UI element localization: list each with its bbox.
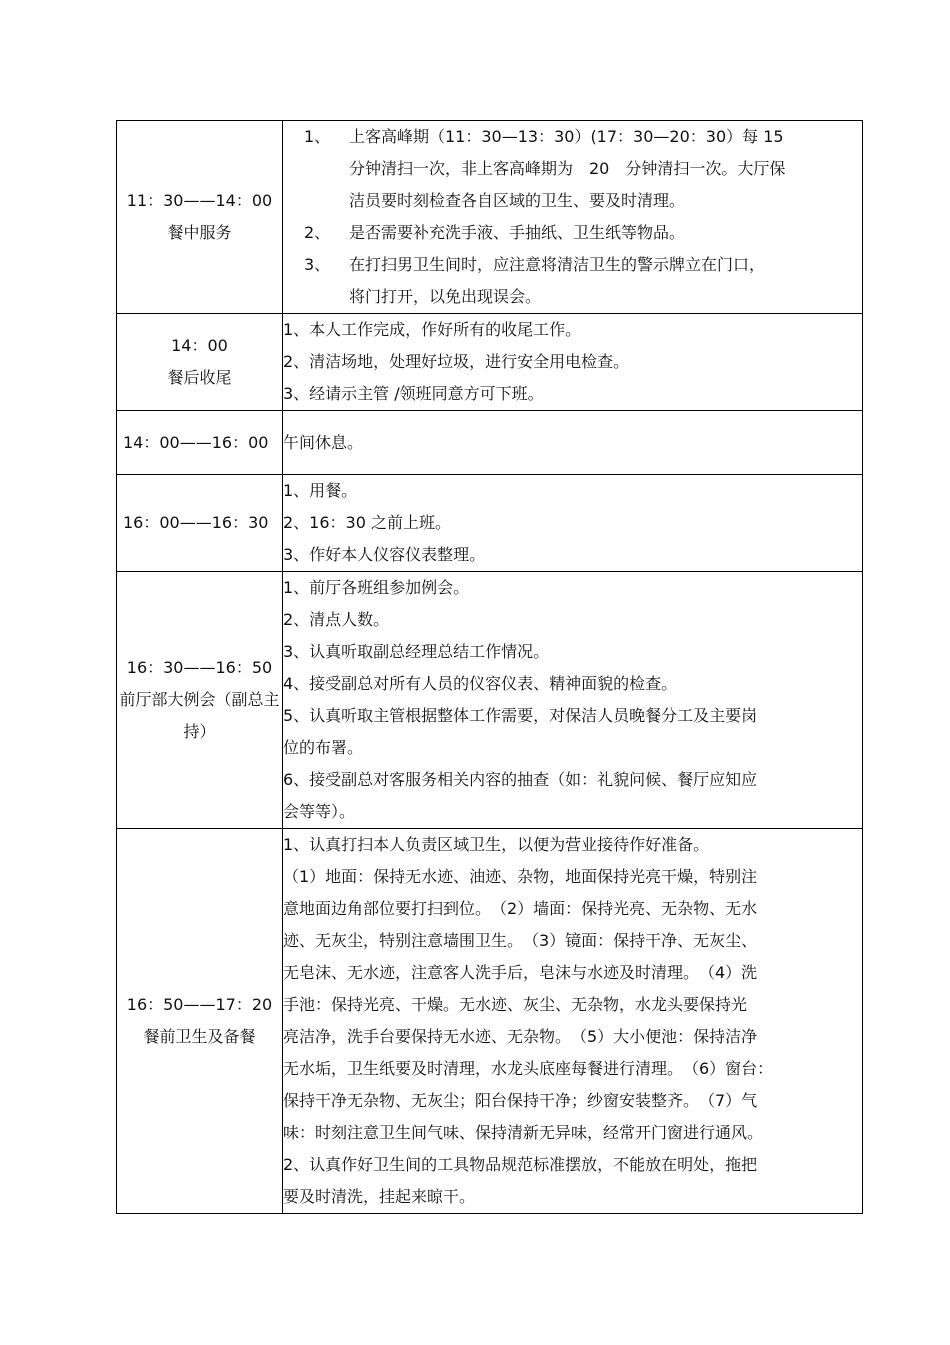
time-cell [117,411,283,475]
time-label: 11：30——14：00 餐中服务 [126,191,273,242]
item-text: 意地面边角部位要打扫到位。 （2）墙面：保持光亮、无杂物、无水 [283,899,758,918]
table-row [117,829,863,1214]
time-label: 16：50——17：20 餐前卫生及备餐 [126,995,273,1046]
time-label: 14：00 [171,336,228,355]
table-row [117,572,863,829]
table-row [117,314,863,411]
item-text: 4、接受副总对所有人员的仪容仪表、精神面貌的检查。 [283,674,678,693]
item-text: 洁员要时刻检查各自区域的卫生、要及时清理。 [349,191,686,210]
item-text: 上客高峰期（11：30—13：30）(17：30—20：30）每 15 [349,127,784,146]
item-text: 无皂沫、无水迹，注意客人洗手后，皂沫与水迹及时清理。 （4）洗 [283,963,758,982]
item-text: 1、用餐。 [283,481,358,500]
item-text: 2、16：30 之前上班。 [283,513,451,532]
item-text: 2、认真作好卫生间的工具物品规范标准摆放，不能放在明处，拖把 [283,1155,758,1174]
item-text: 位的布署。 [283,738,364,757]
item-number: 3、 [304,255,331,274]
item-text: 1、前厅各班组参加例会。 [283,578,470,597]
item-text: 2、清点人数。 [283,610,390,629]
item-text: 味：时刻注意卫生间气味、保持清新无异味，经常开门窗进行通风。 [283,1123,764,1142]
item-text: 无水垢，卫生纸要及时清理，水龙头底座每餐进行清理。 （6）窗台： [283,1059,774,1078]
item-text: 1、本人工作完成，作好所有的收尾工作。 [283,320,582,339]
item-text: 在打扫男卫生间时，应注意将清洁卫生的警示牌立在门口， [349,255,766,274]
list-item [283,249,862,281]
item-text: 3、经请示主管 /领班同意方可下班。 [283,384,544,403]
item-text: 分钟清扫一次，非上客高峰期为 20 分钟清扫一次。大厅保 [349,159,786,178]
time-label: 餐后收尾 [167,368,232,387]
item-text: 2、清洁场地，处理好垃圾，进行安全用电检查。 [283,352,630,371]
time-cell [117,829,283,1214]
time-cell [117,475,283,572]
table-row [117,121,863,314]
item-text: 6、接受副总对客服务相关内容的抽查（如：礼貌问候、餐厅应知应 [283,770,758,789]
item-text: 是否需要补充洗手液、手抽纸、卫生纸等物品。 [349,223,686,242]
item-text: 3、认真听取副总经理总结工作情况。 [283,642,550,661]
table-row [117,411,863,475]
table-row [117,475,863,572]
time-label: 16：30——16：50 前厅部大例会（副总主持） [119,658,280,741]
activity-cell [283,475,863,572]
time-cell [117,572,283,829]
item-text: 午间休息。 [283,432,364,452]
time-label: 14：00——16：00 [123,432,269,452]
activity-cell [283,572,863,829]
item-text: （1）地面：保持无水迹、油迹、杂物，地面保持光亮干燥，特别注 [283,867,758,886]
time-cell [117,314,283,411]
list-item [283,121,862,153]
time-label: 16：00——16：30 [123,513,269,532]
list-item [283,217,862,249]
activity-cell [283,411,863,475]
item-text: 要及时清洗，挂起来晾干。 [283,1187,476,1206]
item-text: 保持干净无杂物、无灰尘；阳台保持干净；纱窗安装整齐。 （7）气 [283,1091,758,1110]
activity-cell [283,829,863,1214]
time-cell [117,121,283,314]
item-number: 2、 [304,223,331,242]
item-text: 手池：保持光亮、干燥。无水迹、灰尘、无杂物，水龙头要保持光 [283,995,748,1014]
item-text: 1、认真打扫本人负责区域卫生，以便为营业接待作好准备。 [283,835,710,854]
item-number: 1、 [304,127,331,146]
activity-cell [283,314,863,411]
item-text: 迹、无灰尘，特别注意墙围卫生。 （3）镜面：保持干净、无灰尘、 [283,931,758,950]
item-text: 将门打开，以免出现误会。 [349,287,542,306]
item-text: 会等等）。 [283,802,356,821]
item-text: 5、认真听取主管根据整体工作需要，对保洁人员晚餐分工及主要岗 [283,706,758,725]
activity-cell [283,121,863,314]
item-text: 3、作好本人仪容仪表整理。 [283,545,486,564]
item-text: 亮洁净，洗手台要保持无水迹、无杂物。 （5）大小便池：保持洁净 [283,1027,758,1046]
schedule-table [116,120,863,1214]
